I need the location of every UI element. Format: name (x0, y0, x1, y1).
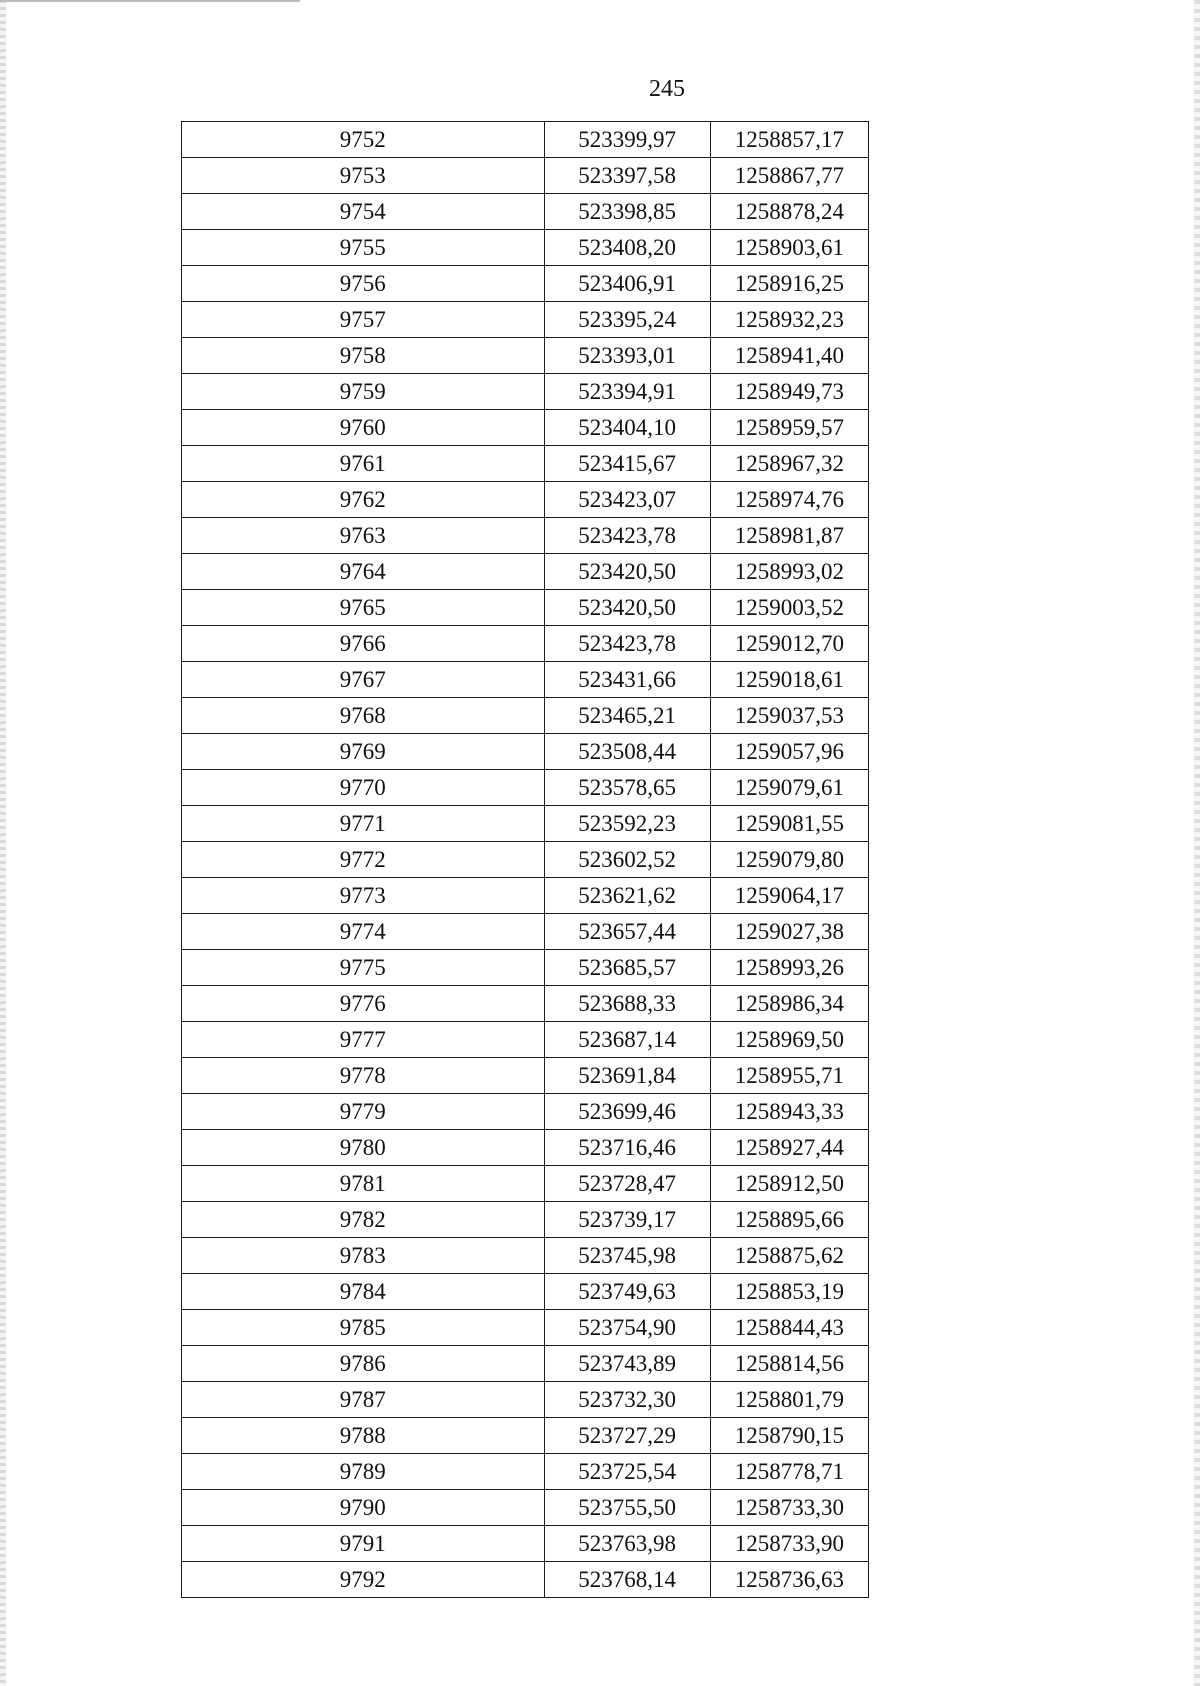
x-coordinate-cell: 523657,44 (544, 914, 710, 950)
y-coordinate-cell: 1258778,71 (710, 1454, 868, 1490)
point-number-cell: 9759 (182, 374, 545, 410)
point-number-cell: 9780 (182, 1130, 545, 1166)
x-coordinate-cell: 523408,20 (544, 230, 710, 266)
table-row (182, 410, 869, 446)
y-coordinate-cell: 1258844,43 (710, 1310, 868, 1346)
x-coordinate-cell: 523395,24 (544, 302, 710, 338)
y-coordinate-cell: 1258974,76 (710, 482, 868, 518)
table-row (182, 770, 869, 806)
y-coordinate-cell: 1258801,79 (710, 1382, 868, 1418)
y-coordinate-cell: 1259057,96 (710, 734, 868, 770)
table-row (182, 1274, 869, 1310)
table-row (182, 338, 869, 374)
y-coordinate-cell: 1258986,34 (710, 986, 868, 1022)
y-coordinate-cell: 1258878,24 (710, 194, 868, 230)
x-coordinate-cell: 523420,50 (544, 590, 710, 626)
x-coordinate-cell: 523420,50 (544, 554, 710, 590)
point-number-cell: 9752 (182, 122, 545, 158)
table-row (182, 914, 869, 950)
table-row (182, 1418, 869, 1454)
y-coordinate-cell: 1258955,71 (710, 1058, 868, 1094)
y-coordinate-cell: 1259037,53 (710, 698, 868, 734)
table-row (182, 122, 869, 158)
x-coordinate-cell: 523716,46 (544, 1130, 710, 1166)
y-coordinate-cell: 1258733,90 (710, 1526, 868, 1562)
y-coordinate-cell: 1258733,30 (710, 1490, 868, 1526)
coordinates-table-body (182, 122, 869, 1598)
x-coordinate-cell: 523699,46 (544, 1094, 710, 1130)
y-coordinate-cell: 1258959,57 (710, 410, 868, 446)
point-number-cell: 9788 (182, 1418, 545, 1454)
x-coordinate-cell: 523399,97 (544, 122, 710, 158)
point-number-cell: 9789 (182, 1454, 545, 1490)
x-coordinate-cell: 523578,65 (544, 770, 710, 806)
table-row (182, 158, 869, 194)
point-number-cell: 9769 (182, 734, 545, 770)
table-row (182, 1130, 869, 1166)
point-number-cell: 9754 (182, 194, 545, 230)
point-number-cell: 9778 (182, 1058, 545, 1094)
table-row (182, 1310, 869, 1346)
point-number-cell: 9774 (182, 914, 545, 950)
y-coordinate-cell: 1258993,26 (710, 950, 868, 986)
table-row (182, 842, 869, 878)
y-coordinate-cell: 1258895,66 (710, 1202, 868, 1238)
y-coordinate-cell: 1259079,80 (710, 842, 868, 878)
point-number-cell: 9761 (182, 446, 545, 482)
y-coordinate-cell: 1258993,02 (710, 554, 868, 590)
point-number-cell: 9790 (182, 1490, 545, 1526)
point-number-cell: 9770 (182, 770, 545, 806)
point-number-cell: 9767 (182, 662, 545, 698)
table-row (182, 1238, 869, 1274)
y-coordinate-cell: 1258867,77 (710, 158, 868, 194)
y-coordinate-cell: 1258967,32 (710, 446, 868, 482)
table-row (182, 266, 869, 302)
point-number-cell: 9773 (182, 878, 545, 914)
y-coordinate-cell: 1259081,55 (710, 806, 868, 842)
point-number-cell: 9756 (182, 266, 545, 302)
table-row (182, 1022, 869, 1058)
x-coordinate-cell: 523397,58 (544, 158, 710, 194)
point-number-cell: 9753 (182, 158, 545, 194)
x-coordinate-cell: 523732,30 (544, 1382, 710, 1418)
x-coordinate-cell: 523592,23 (544, 806, 710, 842)
point-number-cell: 9787 (182, 1382, 545, 1418)
y-coordinate-cell: 1259064,17 (710, 878, 868, 914)
y-coordinate-cell: 1258916,25 (710, 266, 868, 302)
point-number-cell: 9757 (182, 302, 545, 338)
table-row (182, 1058, 869, 1094)
table-row (182, 1166, 869, 1202)
x-coordinate-cell: 523754,90 (544, 1310, 710, 1346)
table-row (182, 1202, 869, 1238)
point-number-cell: 9792 (182, 1562, 545, 1598)
y-coordinate-cell: 1258857,17 (710, 122, 868, 158)
table-row (182, 1454, 869, 1490)
table-row (182, 626, 869, 662)
y-coordinate-cell: 1258927,44 (710, 1130, 868, 1166)
y-coordinate-cell: 1258969,50 (710, 1022, 868, 1058)
scan-edge-right (1194, 0, 1200, 1686)
x-coordinate-cell: 523394,91 (544, 374, 710, 410)
x-coordinate-cell: 523431,66 (544, 662, 710, 698)
x-coordinate-cell: 523406,91 (544, 266, 710, 302)
scan-edge-left (0, 0, 6, 1686)
table-row (182, 1382, 869, 1418)
x-coordinate-cell: 523423,78 (544, 518, 710, 554)
y-coordinate-cell: 1258943,33 (710, 1094, 868, 1130)
table-row (182, 986, 869, 1022)
table-row (182, 698, 869, 734)
point-number-cell: 9760 (182, 410, 545, 446)
y-coordinate-cell: 1258853,19 (710, 1274, 868, 1310)
point-number-cell: 9766 (182, 626, 545, 662)
page-number: 245 (649, 76, 685, 102)
x-coordinate-cell: 523404,10 (544, 410, 710, 446)
x-coordinate-cell: 523745,98 (544, 1238, 710, 1274)
table-row (182, 1562, 869, 1598)
x-coordinate-cell: 523691,84 (544, 1058, 710, 1094)
x-coordinate-cell: 523508,44 (544, 734, 710, 770)
x-coordinate-cell: 523749,63 (544, 1274, 710, 1310)
x-coordinate-cell: 523763,98 (544, 1526, 710, 1562)
point-number-cell: 9791 (182, 1526, 545, 1562)
point-number-cell: 9784 (182, 1274, 545, 1310)
x-coordinate-cell: 523688,33 (544, 986, 710, 1022)
table-row (182, 1094, 869, 1130)
table-row (182, 662, 869, 698)
point-number-cell: 9785 (182, 1310, 545, 1346)
table-row (182, 1490, 869, 1526)
y-coordinate-cell: 1258941,40 (710, 338, 868, 374)
point-number-cell: 9758 (182, 338, 545, 374)
table-row (182, 1526, 869, 1562)
point-number-cell: 9771 (182, 806, 545, 842)
y-coordinate-cell: 1259079,61 (710, 770, 868, 806)
table-row (182, 518, 869, 554)
point-number-cell: 9781 (182, 1166, 545, 1202)
x-coordinate-cell: 523602,52 (544, 842, 710, 878)
x-coordinate-cell: 523727,29 (544, 1418, 710, 1454)
y-coordinate-cell: 1259027,38 (710, 914, 868, 950)
x-coordinate-cell: 523687,14 (544, 1022, 710, 1058)
x-coordinate-cell: 523725,54 (544, 1454, 710, 1490)
table-row (182, 302, 869, 338)
table-row (182, 230, 869, 266)
point-number-cell: 9772 (182, 842, 545, 878)
point-number-cell: 9782 (182, 1202, 545, 1238)
x-coordinate-cell: 523465,21 (544, 698, 710, 734)
y-coordinate-cell: 1258736,63 (710, 1562, 868, 1598)
point-number-cell: 9768 (182, 698, 545, 734)
point-number-cell: 9783 (182, 1238, 545, 1274)
table-row (182, 734, 869, 770)
point-number-cell: 9776 (182, 986, 545, 1022)
y-coordinate-cell: 1258981,87 (710, 518, 868, 554)
point-number-cell: 9777 (182, 1022, 545, 1058)
table-row (182, 590, 869, 626)
scan-edge-top (0, 0, 300, 2)
table-row (182, 806, 869, 842)
x-coordinate-cell: 523755,50 (544, 1490, 710, 1526)
y-coordinate-cell: 1258932,23 (710, 302, 868, 338)
table-row (182, 554, 869, 590)
x-coordinate-cell: 523415,67 (544, 446, 710, 482)
x-coordinate-cell: 523423,07 (544, 482, 710, 518)
y-coordinate-cell: 1258912,50 (710, 1166, 868, 1202)
y-coordinate-cell: 1259003,52 (710, 590, 868, 626)
x-coordinate-cell: 523398,85 (544, 194, 710, 230)
coordinates-table (181, 121, 869, 1598)
table-row (182, 878, 869, 914)
point-number-cell: 9765 (182, 590, 545, 626)
point-number-cell: 9786 (182, 1346, 545, 1382)
x-coordinate-cell: 523621,62 (544, 878, 710, 914)
table-row (182, 374, 869, 410)
x-coordinate-cell: 523739,17 (544, 1202, 710, 1238)
x-coordinate-cell: 523728,47 (544, 1166, 710, 1202)
y-coordinate-cell: 1259018,61 (710, 662, 868, 698)
x-coordinate-cell: 523423,78 (544, 626, 710, 662)
x-coordinate-cell: 523743,89 (544, 1346, 710, 1382)
table-row (182, 950, 869, 986)
y-coordinate-cell: 1258949,73 (710, 374, 868, 410)
point-number-cell: 9764 (182, 554, 545, 590)
table-row (182, 482, 869, 518)
point-number-cell: 9762 (182, 482, 545, 518)
y-coordinate-cell: 1258875,62 (710, 1238, 868, 1274)
y-coordinate-cell: 1258814,56 (710, 1346, 868, 1382)
x-coordinate-cell: 523393,01 (544, 338, 710, 374)
table-row (182, 194, 869, 230)
table-row (182, 1346, 869, 1382)
y-coordinate-cell: 1258903,61 (710, 230, 868, 266)
point-number-cell: 9755 (182, 230, 545, 266)
point-number-cell: 9763 (182, 518, 545, 554)
y-coordinate-cell: 1259012,70 (710, 626, 868, 662)
y-coordinate-cell: 1258790,15 (710, 1418, 868, 1454)
table-row (182, 446, 869, 482)
x-coordinate-cell: 523685,57 (544, 950, 710, 986)
x-coordinate-cell: 523768,14 (544, 1562, 710, 1598)
point-number-cell: 9775 (182, 950, 545, 986)
point-number-cell: 9779 (182, 1094, 545, 1130)
